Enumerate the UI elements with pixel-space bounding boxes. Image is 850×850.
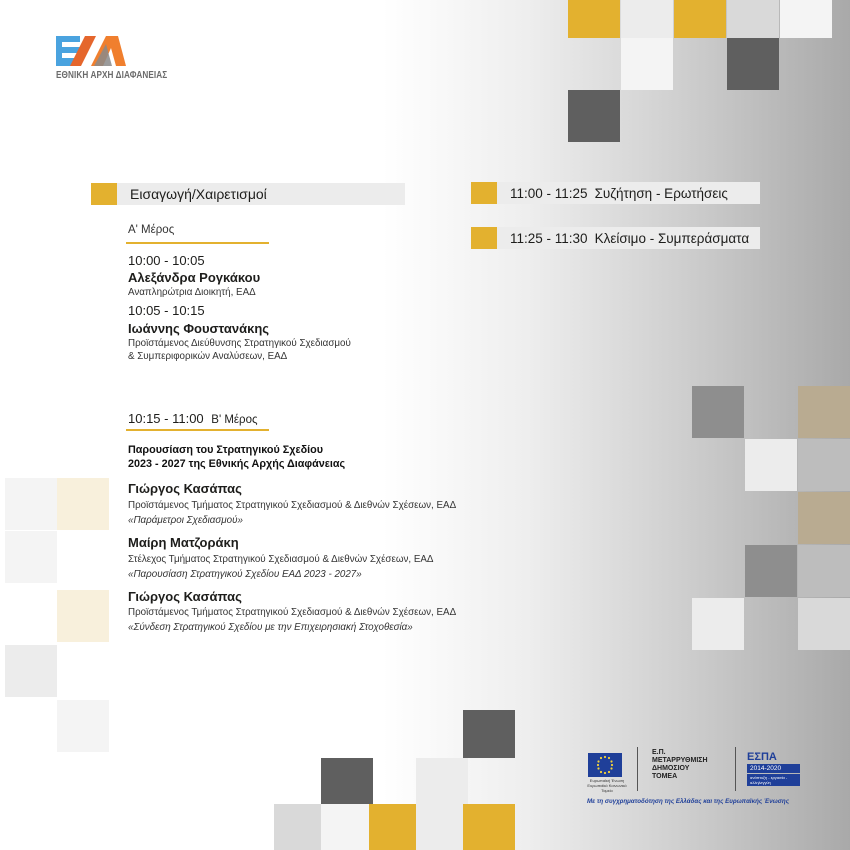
session-time: 11:25 - 11:30 (510, 230, 588, 246)
accent-marker (471, 227, 497, 249)
espa-years: 2014-2020 (747, 764, 800, 773)
organization-name: ΕΘΝΙΚΗ ΑΡΧΗ ΔΙΑΦΑΝΕΙΑΣ (56, 70, 168, 81)
organization-logo (56, 34, 192, 81)
part-a-role-2-line-2: & Συμπεριφορικών Αναλύσεων, ΕΑΔ (128, 351, 288, 362)
ep-logo (652, 749, 708, 781)
part-a-role-1: Αναπληρώτρια Διοικητή, ΕΑΔ (128, 287, 256, 298)
espa-slogan: ανάπτυξη - εργασία - αλληλεγγύη (747, 774, 800, 786)
funding-note: Με τη συγχρηματοδότηση της Ελλάδας και της Ευρωπαϊκής Ένωσης (587, 798, 789, 805)
session-label: Συζήτηση - Ερωτήσεις (594, 185, 728, 201)
part-a-speaker-2: Ιωάννης Φουστανάκης (128, 321, 270, 336)
ep-line: ΔΗΜΟΣΙΟΥ (652, 765, 690, 772)
ep-line: Ε.Π. (652, 749, 666, 756)
ep-line: ΜΕΤΑΡΡΥΘΜΙΣΗ (652, 757, 708, 764)
accent-marker (91, 183, 117, 205)
ep-line: ΤΟΜΕΑ (652, 773, 678, 780)
part-a-speaker-1: Αλεξάνδρα Ρογκάκου (128, 270, 261, 285)
session-closing (471, 227, 760, 249)
part-a-label: Α' Μέρος (128, 224, 175, 236)
eu-caption: Ευρωπαϊκή Ένωση Ευρωπαϊκό Κοινωνικό Ταμείο (587, 778, 627, 793)
part-b-speaker-2: Μαίρη Ματζοράκη (128, 535, 239, 550)
part-b-topic-1: «Παράμετροι Σχεδιασμού» (128, 515, 243, 526)
part-b-topic-2: «Παρουσίαση Στρατηγικού Σχεδίου ΕΑΔ 2023 - 2027» (128, 569, 362, 580)
session-discussion (471, 182, 760, 204)
espa-title: ΕΣΠΑ (747, 751, 777, 763)
intro-bar (91, 183, 405, 205)
part-a-role-2-line-1: Προϊστάμενος Διεύθυνσης Στρατηγικού Σχεδιασμού (128, 338, 351, 349)
part-a-time-2: 10:05 - 10:15 (128, 303, 205, 318)
intro-label: Εισαγωγή/Χαιρετισμοί (117, 183, 405, 205)
session-time: 11:00 - 11:25 (510, 185, 588, 201)
part-b-underline (126, 429, 269, 431)
presentation-title-line-2: 2023 - 2027 της Εθνικής Αρχής Διαφάνειας (128, 458, 346, 470)
part-b-topic-3: «Σύνδεση Στρατηγικού Σχεδίου με την Επιχειρησιακή Στοχοθεσία» (128, 622, 413, 633)
part-a-time-1: 10:00 - 10:05 (128, 253, 205, 268)
divider (637, 747, 638, 791)
part-b-role-1: Προϊστάμενος Τμήματος Στρατηγικού Σχεδιασμού & Διεθνών Σχέσεων, ΕΑΔ (128, 500, 457, 511)
eu-flag-icon (588, 753, 622, 777)
session-label: Κλείσιμο - Συμπεράσματα (594, 230, 750, 246)
part-b-header (128, 411, 258, 426)
part-a-underline (126, 242, 269, 244)
accent-marker (471, 182, 497, 204)
espa-logo (747, 751, 800, 786)
presentation-title-line-1: Παρουσίαση του Στρατηγικού Σχεδίου (128, 444, 324, 456)
logo-mark-icon (56, 34, 128, 68)
part-b-role-2: Στέλεχος Τμήματος Στρατηγικού Σχεδιασμού & Διεθνών Σχέσεων, ΕΑΔ (128, 554, 434, 565)
part-b-speaker-1: Γιώργος Κασάπας (128, 481, 242, 496)
part-b-label: Β' Μέρος (211, 414, 258, 426)
part-b-time: 10:15 - 11:00 (128, 411, 204, 426)
part-b-speaker-3: Γιώργος Κασάπας (128, 589, 242, 604)
part-b-role-3: Προϊστάμενος Τμήματος Στρατηγικού Σχεδιασμού & Διεθνών Σχέσεων, ΕΑΔ (128, 607, 457, 618)
divider (735, 747, 736, 791)
